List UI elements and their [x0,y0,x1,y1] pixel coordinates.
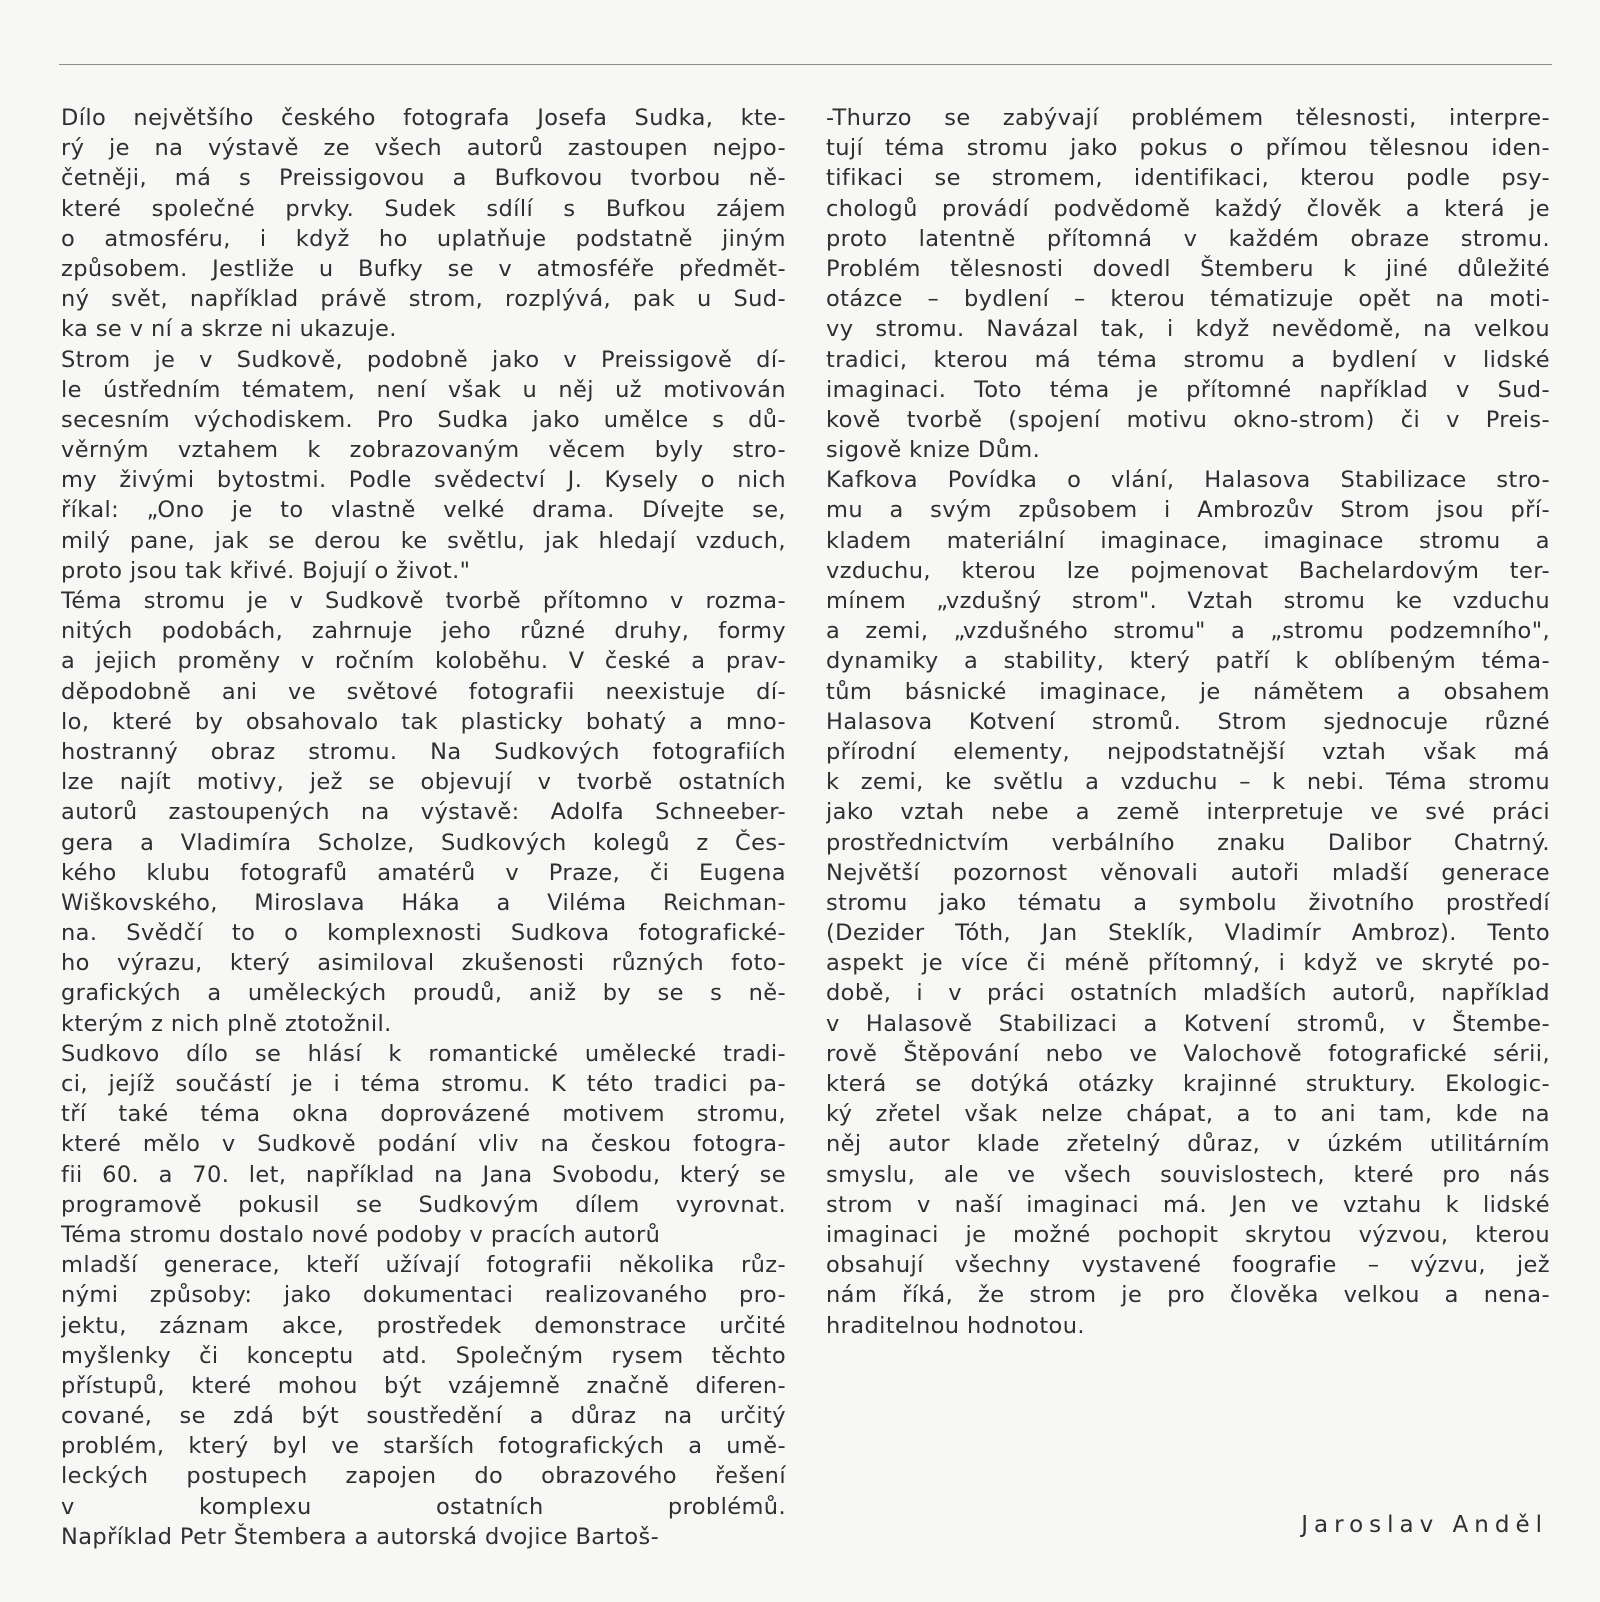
text-line: myšlenky či konceptu atd. Společným rysem těchto [61,1342,786,1369]
text-line: která se dotýká otázky krajinné struktury. Ekologic- [826,1071,1550,1097]
text-line: kladem materiální imaginace, imaginace stromu a [826,527,1550,554]
text-line: dynamiky a stability, který patří k oblíbeným téma- [826,648,1550,675]
text-line: nám říká, že strom je pro člověka velkou a nena- [826,1282,1550,1309]
text-line: v Halasově Stabilizaci a Kotvení stromů, v Štembe- [826,1010,1550,1037]
text-line: chologů provádí podvědomě každý člověk a která je [826,195,1550,222]
text-line: Halasova Kotvení stromů. Strom sjednocuje různé [826,708,1550,735]
left-text-column [61,103,786,1552]
text-line: programově pokusil se Sudkovým dílem vyrovnat. [61,1191,786,1218]
text-line: imaginaci. Toto téma je přítomné například v Sud- [826,376,1550,403]
text-line: a jejich proměny v ročním koloběhu. V české a prav- [61,648,786,675]
text-line: sigově knize Dům. [826,437,1041,464]
text-line: rově Štěpování nebo ve Valochově fotografické sérii, [826,1040,1550,1067]
text-line: rý je na výstavě ze všech autorů zastoupen nejpo- [61,135,786,162]
text-line: cované, se zdá být soustředění a důraz na určitý [61,1403,786,1430]
text-line: Wiškovského, Miroslava Háka a Viléma Reichman- [61,889,786,916]
text-line: ho výrazu, který asimiloval zkušenosti různých foto- [61,950,786,977]
text-line: Kafkova Povídka o vlání, Halasova Stabilizace stro- [826,467,1550,494]
text-line: Například Petr Štembera a autorská dvojice Bartoš- [61,1523,660,1550]
text-line: Problém tělesnosti dovedl Štemberu k jiné důležité [826,255,1550,282]
text-line: leckých postupech zapojen do obrazového řešení [61,1463,786,1490]
top-rule-right [826,64,1552,65]
text-line: k zemi, ke světlu a vzduchu – k nebi. Téma stromu [826,769,1550,796]
text-line: (Dezider Tóth, Jan Steklík, Vladimír Ambroz). Tento [826,920,1550,947]
text-line: ka se v ní a skrze ni ukazuje. [61,316,397,343]
text-line: gera a Vladimíra Scholze, Sudkových kolegů z Čes- [61,829,786,856]
text-line: a zemi, „vzdušného stromu" a „stromu podzemního", [826,618,1550,645]
text-line: otázce – bydlení – kterou tématizuje opět na moti- [826,286,1550,313]
text-line: děpodobně ani ve světové fotografii neexistuje dí- [61,678,786,705]
text-line: lo, které by obsahovalo tak plasticky bohatý a mno- [61,708,786,735]
text-line: tují téma stromu jako pokus o přímou tělesnou iden- [826,135,1550,162]
text-line: tifikaci se stromem, identifikaci, kterou podle psy- [826,165,1550,192]
text-line: věrným vztahem k zobrazovaným věcem byly stro- [61,437,786,464]
text-line: které mělo v Sudkově podání vliv na českou fotogra- [61,1131,786,1158]
text-line: nými způsoby: jako dokumentaci realizovaného pro- [61,1282,786,1309]
text-line: imaginaci je možné pochopit skrytou výzvou, kterou [826,1221,1550,1248]
text-line: aspekt je více či méně přítomný, i když ve skryté po- [826,950,1550,977]
text-line: lze najít motivy, jež se objevují v tvorbě ostatních [61,769,786,796]
text-line: smyslu, ale ve všech souvislostech, které pro nás [826,1161,1550,1188]
text-line: my živými bytostmi. Podle svědectví J. Kysely o nich [61,467,786,494]
text-line: -Thurzo se zabývají problémem tělesnosti, interpre- [826,105,1550,131]
text-line: strom v naší imaginaci má. Jen ve vztahu k lidské [826,1191,1550,1218]
text-line: vzduchu, kterou lze pojmenovat Bachelardovým ter- [826,557,1550,584]
text-line: v komplexu ostatních problémů. [61,1493,786,1520]
text-line: Strom je v Sudkově, podobně jako v Preissigově dí- [61,346,786,373]
text-line: ký zřetel však nelze chápat, a to ani tam, kde na [826,1101,1550,1128]
text-line: nitých podobách, zahrnuje jeho různé druhy, formy [61,618,786,645]
text-line: ci, jejíž součástí je i téma stromu. K této tradici pa- [61,1071,786,1097]
text-line: jako vztah nebe a země interpretuje ve své práci [826,799,1550,826]
text-line: ný svět, například právě strom, rozplývá, pak u Sud- [61,286,786,313]
text-line: problém, který byl ve starších fotografických a umě- [61,1433,786,1460]
text-line: Téma stromu dostalo nové podoby v pracích autorů [61,1221,661,1248]
author-signature: Jaroslav Anděl [1301,1512,1548,1538]
text-line: mínem „vzdušný strom". Vztah stromu ke vzduchu [826,588,1550,614]
text-line: Téma stromu je v Sudkově tvorbě přítomno v rozma- [61,588,786,614]
text-line: přístupů, které mohou být vzájemně značně diferen- [61,1372,786,1399]
text-line: na. Svědčí to o komplexnosti Sudkova fotografické- [61,920,786,947]
text-line: milý pane, jak se derou ke světlu, jak hledají vzduch, [61,527,786,554]
text-line: obsahují všechny vystavené foografie – výzvu, jež [826,1252,1550,1279]
text-line: jektu, záznam akce, prostředek demonstrace určité [61,1312,786,1339]
text-line: hraditelnou hodnotou. [826,1312,1085,1339]
text-line: říkal: „Ono je to vlastně velké drama. Dívejte se, [61,497,786,524]
text-line: Největší pozornost věnovali autoři mladší generace [826,859,1550,886]
text-line: kého klubu fotografů amatérů v Praze, či Eugena [61,859,786,886]
text-line: tům básnické imaginace, je námětem a obsahem [826,678,1550,705]
text-line: grafických a uměleckých proudů, aniž by se s ně- [61,980,786,1007]
text-line: kově tvorbě (spojení motivu okno-strom) či v Preis- [826,406,1550,433]
text-line: vy stromu. Navázal tak, i když nevědomě, na velkou [826,316,1550,343]
text-line: tradici, kterou má téma stromu a bydlení v lidské [826,346,1550,373]
text-line: autorů zastoupených na výstavě: Adolfa Schneeber- [61,799,786,826]
text-line: tří také téma okna doprovázené motivem stromu, [61,1101,786,1128]
text-line: hostranný obraz stromu. Na Sudkových fotografiích [61,738,786,765]
text-line: proto jsou tak křivé. Bojují o život." [61,557,471,584]
text-line: Dílo největšího českého fotografa Josefa Sudka, kte- [61,105,786,131]
text-line: proto latentně přítomná v každém obraze stromu. [826,225,1550,252]
right-text-column [826,103,1550,1341]
text-line: něj autor klade zřetelný důraz, v úzkém utilitárním [826,1131,1550,1158]
text-line: četněji, má s Preissigovou a Bufkovou tvorbou ně- [61,165,786,192]
text-line: mu a svým způsobem i Ambrozův Strom jsou pří- [826,497,1550,524]
text-line: fii 60. a 70. let, například na Jana Svobodu, který se [61,1161,786,1188]
text-line: stromu jako tématu a symbolu životního prostředí [826,889,1550,916]
text-line: prostřednictvím verbálního znaku Dalibor Chatrný. [826,829,1550,856]
text-line: které společné prvky. Sudek sdílí s Bufkou zájem [61,195,786,222]
text-line: Sudkovo dílo se hlásí k romantické umělecké tradi- [61,1040,786,1067]
text-line: způsobem. Jestliže u Bufky se v atmosféře předmět- [61,255,786,282]
text-line: době, i v práci ostatních mladších autorů, například [826,980,1550,1007]
text-line: le ústředním tématem, není však u něj už motivován [61,376,786,403]
text-line: přírodní elementy, nejpodstatnější vztah však má [826,738,1550,765]
text-line: o atmosféru, i když ho uplatňuje podstatně jiným [61,225,786,252]
text-line: secesním východiskem. Pro Sudka jako umělce s dů- [61,406,786,433]
top-rule-left [59,64,826,65]
text-line: kterým z nich plně ztotožnil. [61,1010,392,1037]
text-line: mladší generace, kteří užívají fotografii několika růz- [61,1252,786,1279]
